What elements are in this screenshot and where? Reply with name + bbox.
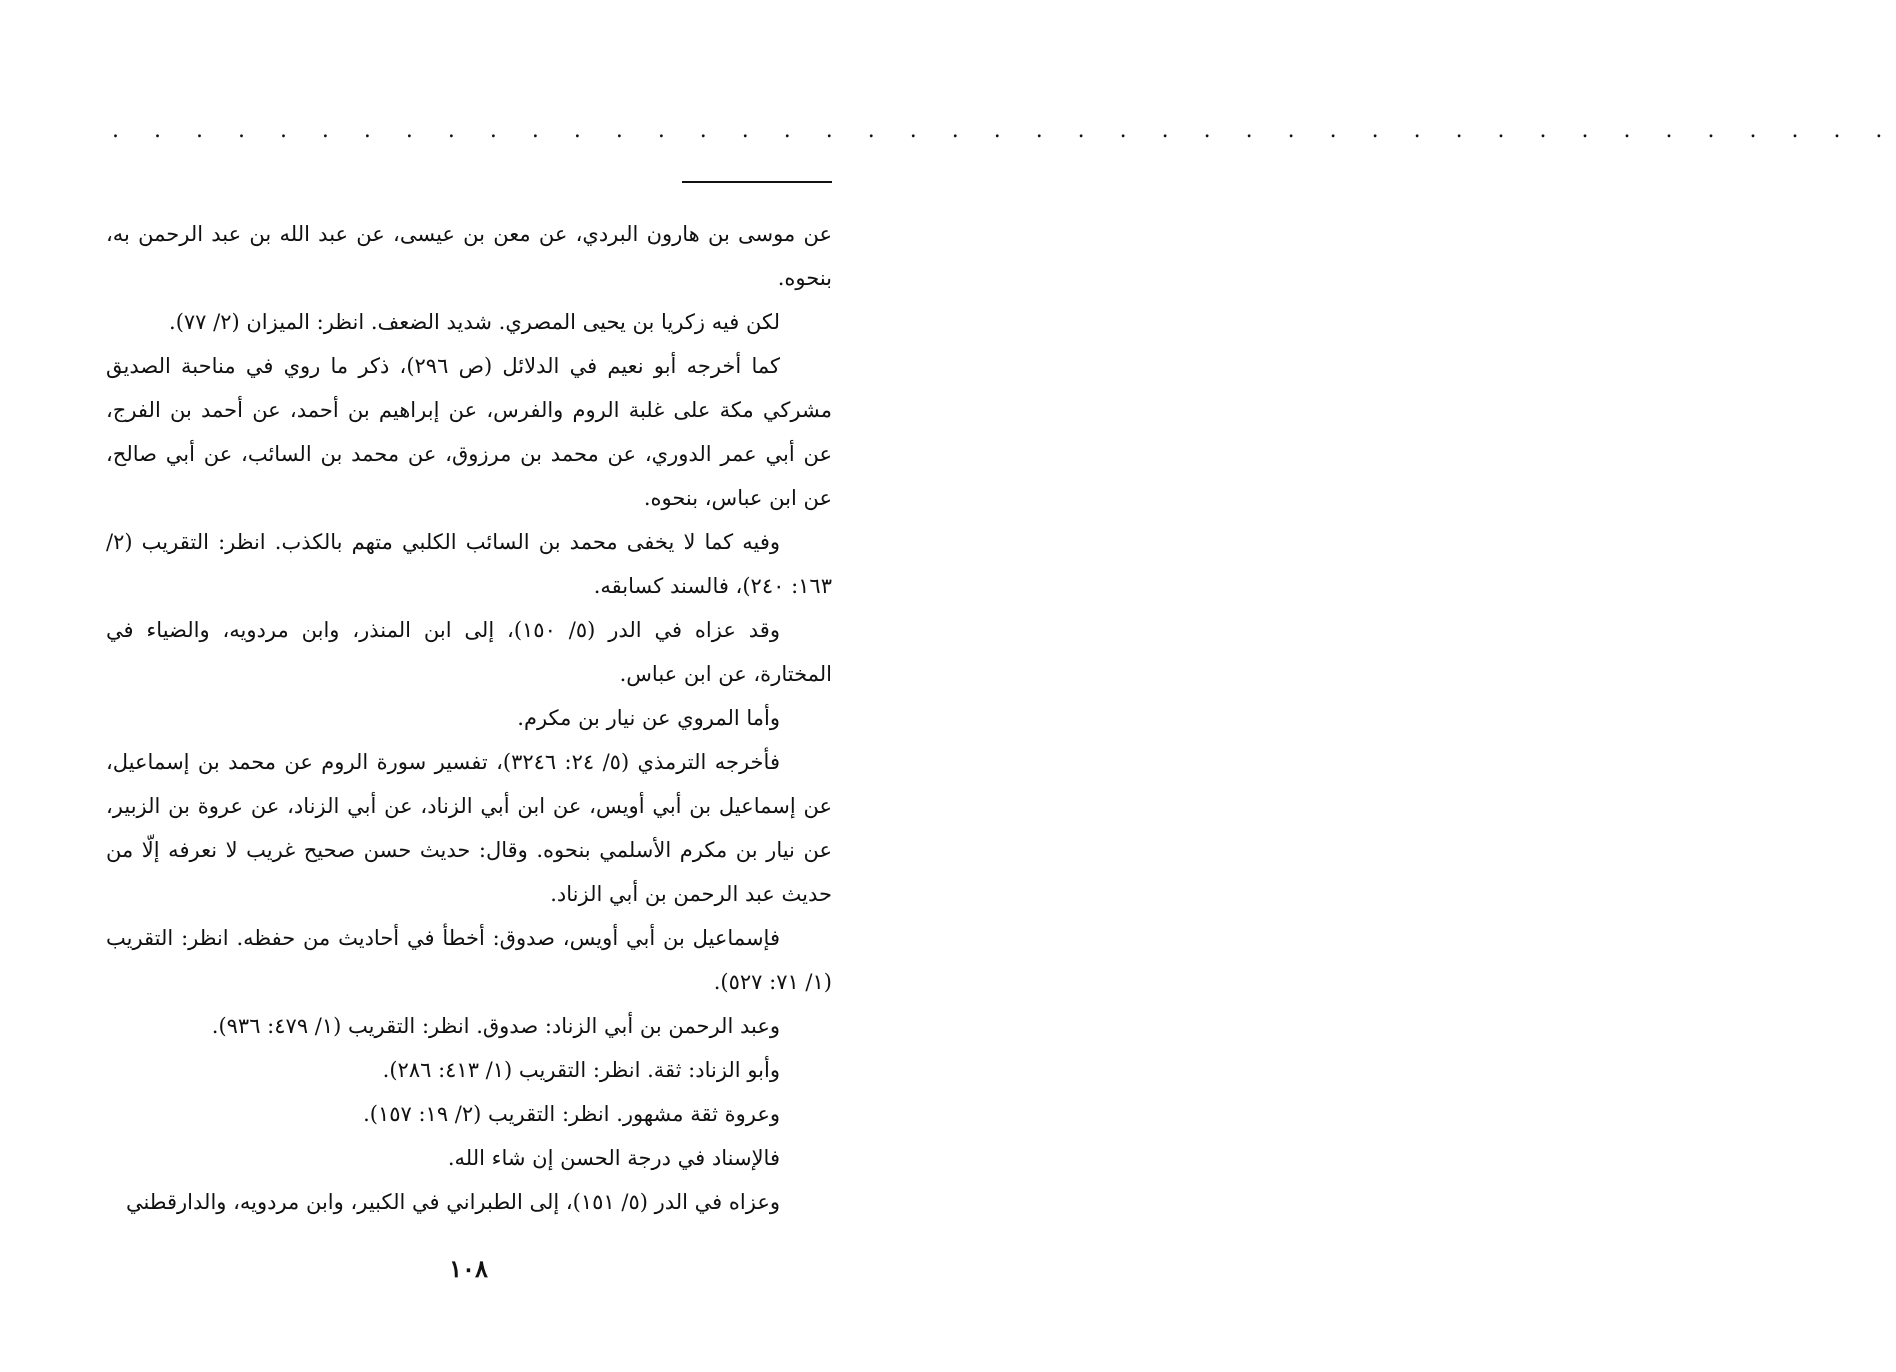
paragraph-7: فأخرجه الترمذي (٥/ ٢٤: ٣٢٤٦)، تفسير سورة الروم عن محمد بن إسماعيل، عن إسماعيل بن أبي أويس، عن ابن أبي الزناد، عن أبي الزناد، عن عروة بن الزبير، عن نيار بن مكرم الأسلمي بنحوه. وقال: حديث حسن صحيح غريب لا نعرفه إلّا من حديث عبد الرحمن بن أبي الزناد. [106,750,832,906]
dotted-separator: . . . . . . . . . . . . . . . . . . . . . . . . . . . . . . . . . . . . . . . . . . . [112,118,1896,143]
paragraph-8: فإسماعيل بن أبي أويس، صدوق: أخطأ في أحاديث من حفظه. انظر: التقريب (١/ ٧١: ٥٢٧). [106,926,832,994]
paragraph-1: عن موسى بن هارون البردي، عن معن بن عيسى، عن عبد الله بن عبد الرحمن به، بنحوه. [106,222,832,290]
paragraph-3: كما أخرجه أبو نعيم في الدلائل (ص ٢٩٦)، ذكر ما روي في مناحبة الصديق مشركي مكة على غلبة الروم والفرس، عن إبراهيم بن أحمد، عن أحمد بن الفرج، عن أبي عمر الدوري، عن محمد بن مرزوق، عن محمد بن السائب، عن أبي صالح، عن ابن عباس، بنحوه. [106,354,832,510]
paragraph-9: وعبد الرحمن بن أبي الزناد: صدوق. انظر: التقريب (١/ ٤٧٩: ٩٣٦). [211,1014,780,1038]
paragraph-13: وعزاه في الدر (٥/ ١٥١)، إلى الطبراني في الكبير، وابن مردويه، والدارقطني [125,1190,780,1214]
footnote-rule [682,181,832,183]
footnote-text [106,212,832,1224]
paragraph-12: فالإسناد في درجة الحسن إن شاء الله. [447,1146,780,1170]
paragraph-11: وعروة ثقة مشهور. انظر: التقريب (٢/ ١٩: ١٥٧). [363,1102,780,1126]
paragraph-4: وفيه كما لا يخفى محمد بن السائب الكلبي متهم بالكذب. انظر: التقريب (٢/ ١٦٣: ٢٤٠)، فالسند كسابقه. [106,530,832,598]
paragraph-10: وأبو الزناد: ثقة. انظر: التقريب (١/ ٤١٣: ٢٨٦). [382,1058,780,1082]
paragraph-5: وقد عزاه في الدر (٥/ ١٥٠)، إلى ابن المنذر، وابن مردويه، والضياء في المختارة، عن ابن عباس. [106,618,832,686]
page-number: ١٠٨ [449,1254,488,1283]
paragraph-6: وأما المروي عن نيار بن مكرم. [517,706,780,730]
paragraph-2: لكن فيه زكريا بن يحيى المصري. شديد الضعف. انظر: الميزان (٢/ ٧٧). [169,310,780,334]
